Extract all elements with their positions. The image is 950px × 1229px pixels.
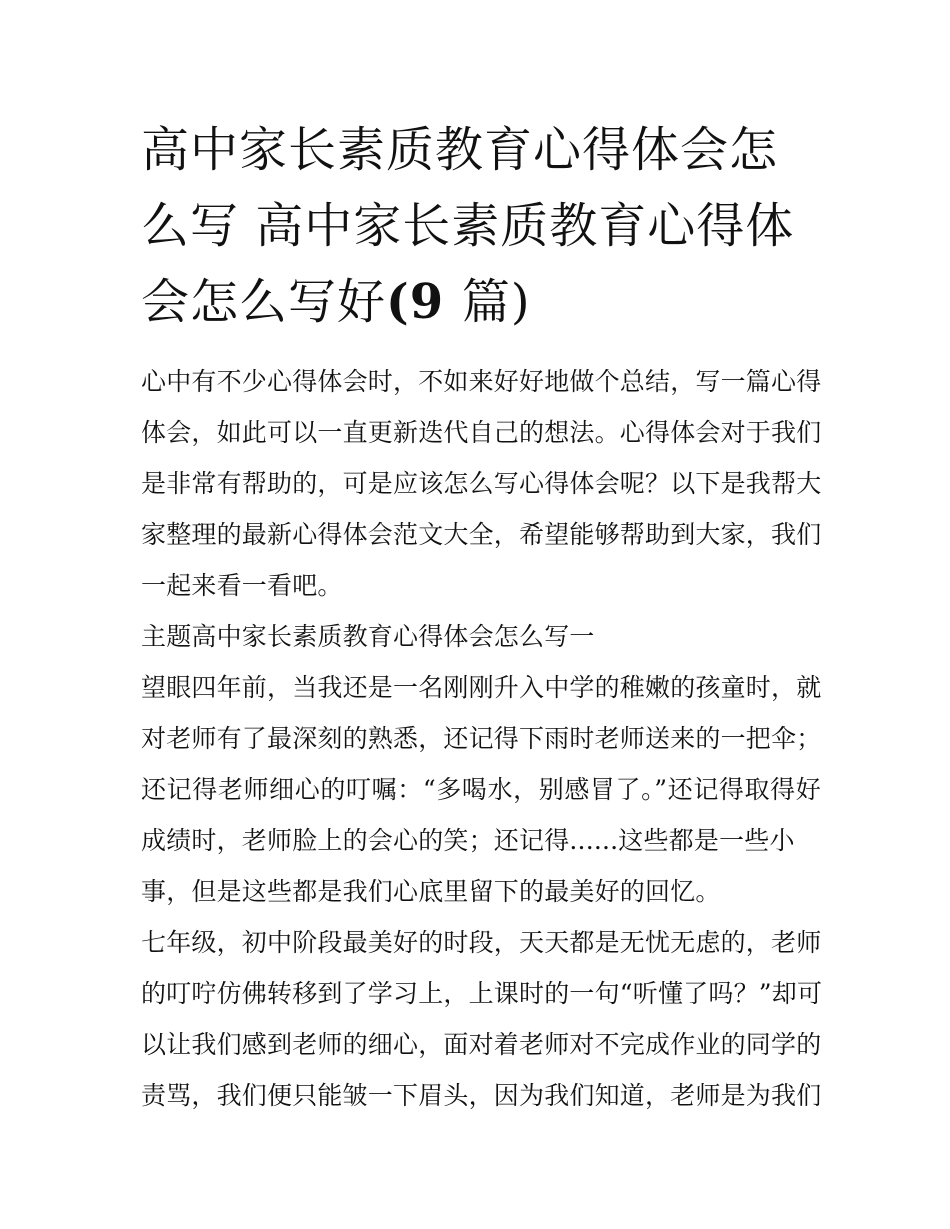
body-line: 的叮咛仿佛转移到了学习上，上课时的一句“听懂了吗？”却可: [141, 979, 823, 1008]
body-line: 七年级，初中阶段最美好的时段，天天都是无忧无虑的，老师: [141, 928, 822, 957]
body-line: 望眼四年前，当我还是一名刚刚升入中学的稚嫩的孩童时，就: [141, 673, 822, 702]
document-title: [141, 112, 821, 340]
title-count: (9: [386, 274, 462, 330]
body-line: 事，但是这些都是我们心底里留下的最美好的回忆。: [141, 877, 721, 906]
body-line: 心中有不少心得体会时，不如来好好地做个总结，写一篇心得: [141, 367, 822, 396]
document-body: [141, 356, 821, 1121]
body-line: 体会，如此可以一直更新迭代自己的想法。心得体会对于我们: [141, 418, 822, 447]
body-line: 对老师有了最深刻的熟悉，还记得下雨时老师送来的一把伞；: [141, 724, 822, 753]
body-line: 是非常有帮助的，可是应该怎么写心得体会呢？以下是我帮大: [141, 469, 822, 498]
section-heading: 主题高中家长素质教育心得体会怎么写一: [141, 622, 595, 651]
body-line: 一起来看一看吧。: [141, 571, 343, 600]
title-suffix: 篇): [461, 274, 531, 330]
body-line: 责骂，我们便只能皱一下眉头，因为我们知道，老师是为我们: [141, 1081, 822, 1110]
title-main: 高中家长素质教育心得体会怎么写 高中家长素质教育心得体会怎么写好: [141, 122, 795, 330]
body-line: 成绩时，老师脸上的会心的笑；还记得......这些都是一些小: [141, 826, 795, 855]
body-line: 还记得老师细心的叮嘱：“多喝水，别感冒了。”还记得取得好: [141, 775, 821, 804]
body-line: 家整理的最新心得体会范文大全，希望能够帮助到大家，我们: [141, 520, 822, 549]
body-line: 以让我们感到老师的细心，面对着老师对不完成作业的同学的: [141, 1030, 822, 1059]
